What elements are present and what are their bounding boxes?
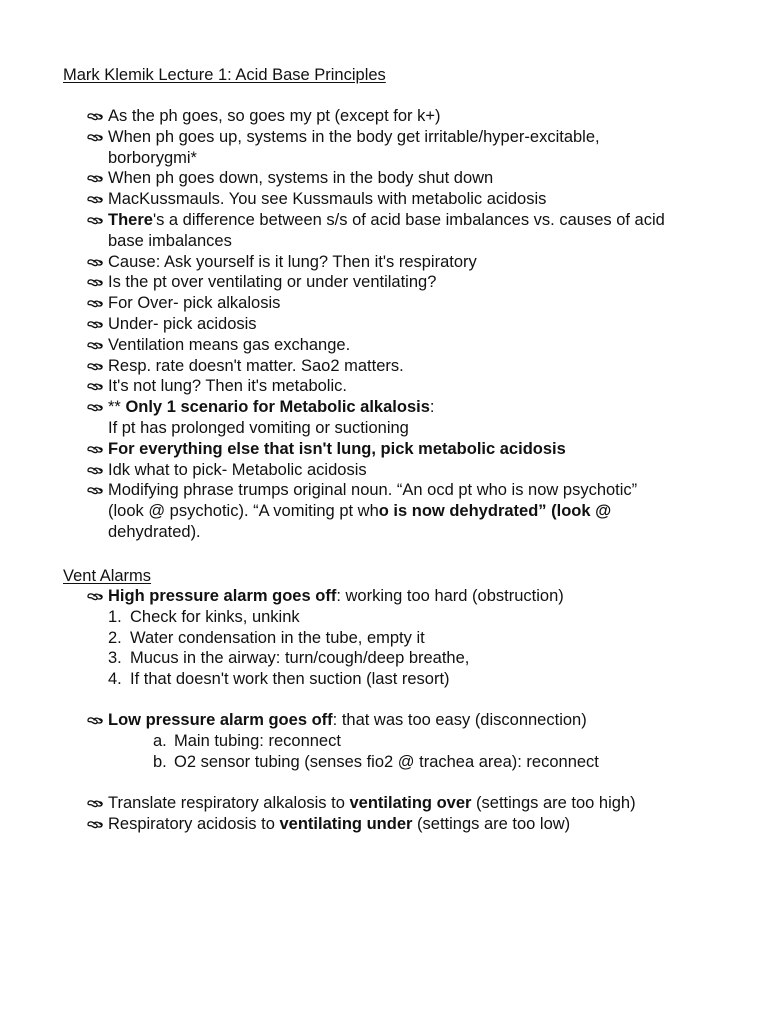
step-list	[86, 731, 728, 773]
step-marker: 4.	[108, 670, 122, 689]
bullet-text	[108, 481, 637, 499]
text-run: Ventilation means gas exchange.	[108, 335, 351, 354]
bullet-item	[86, 439, 728, 460]
bullet-text	[108, 377, 347, 395]
bullet-continuation: If pt has prolonged vomiting or suctioning	[108, 418, 409, 437]
bullet-item	[86, 210, 728, 252]
text-run: Resp. rate doesn't matter. Sao2 matters.	[108, 356, 404, 375]
step-text: Main tubing: reconnect	[174, 731, 341, 750]
step-list	[86, 607, 728, 690]
bullet-text	[108, 273, 436, 291]
link-bullet-icon	[86, 127, 104, 147]
bullet-item	[86, 252, 728, 273]
bullet-text	[108, 315, 257, 333]
link-bullet-icon	[86, 460, 104, 480]
bold-text: ventilating over	[349, 794, 472, 812]
bullet-item	[86, 127, 728, 169]
bullet-text	[108, 461, 367, 479]
text-run: 's a difference between s/s of acid base imbalances vs. causes of acid	[152, 210, 665, 229]
step-item	[153, 731, 728, 752]
step-item	[108, 648, 728, 669]
bullet-text	[108, 815, 570, 833]
link-bullet-icon	[86, 356, 104, 376]
bullet-continuation: dehydrated).	[108, 522, 201, 541]
bold-text: For everything else that isn't lung, pick metabolic acidosis	[108, 439, 566, 458]
text-run: Translate respiratory alkalosis to	[108, 794, 350, 812]
text-run: As the ph goes, so goes my pt (except for k+)	[108, 107, 441, 125]
step-text: If that doesn't work then suction (last resort)	[130, 670, 450, 689]
text-run: : working too hard (obstruction)	[336, 587, 564, 605]
bullet-item	[86, 460, 728, 481]
bullet-text	[108, 253, 477, 271]
bullet-text	[108, 211, 665, 229]
step-text: Water condensation in the tube, empty it	[130, 628, 425, 647]
link-bullet-icon	[86, 814, 104, 834]
step-marker: b.	[153, 752, 167, 771]
link-bullet-icon	[86, 710, 104, 730]
step-item	[153, 752, 728, 773]
text-run: (settings are too low)	[412, 814, 571, 833]
high-pressure-list	[86, 586, 728, 690]
bullet-text	[108, 357, 404, 375]
text-run: (settings are too high)	[471, 794, 636, 812]
bold-text: Only 1 scenario for Metabolic alkalosis	[125, 398, 430, 417]
bullet-text	[108, 587, 564, 605]
bullet-continuation: borborygmi*	[108, 148, 197, 167]
link-bullet-icon	[86, 480, 104, 500]
bold-text: ventilating under	[279, 814, 413, 833]
bullet-item	[86, 168, 728, 189]
link-bullet-icon	[86, 189, 104, 209]
bullet-continuation: base imbalances	[108, 231, 232, 250]
text-run: :	[429, 398, 435, 417]
bullet-text	[108, 107, 440, 125]
link-bullet-icon	[86, 793, 104, 813]
step-marker: 3.	[108, 649, 122, 668]
bullet-text	[108, 794, 636, 812]
bullet-text	[108, 169, 493, 187]
link-bullet-icon	[86, 314, 104, 334]
bullet-item	[86, 293, 728, 314]
link-bullet-icon	[86, 168, 104, 188]
text-run: Cause: Ask yourself is it lung? Then it's respiratory	[108, 252, 477, 271]
bullet-item	[86, 586, 728, 607]
step-item	[108, 669, 728, 690]
step-item	[108, 607, 728, 628]
bold-text: o is now dehydrated” (look @	[378, 502, 612, 521]
step-item	[108, 628, 728, 649]
bullet-continuation	[108, 501, 728, 522]
step-text: Mucus in the airway: turn/cough/deep breathe,	[130, 649, 470, 668]
bullet-item	[86, 189, 728, 210]
text-run: : that was too easy (disconnection)	[332, 711, 587, 729]
bullet-item	[86, 793, 728, 814]
bullet-text	[108, 711, 587, 729]
bold-text: High pressure alarm goes off	[108, 587, 337, 605]
link-bullet-icon	[86, 272, 104, 292]
bullet-item	[86, 356, 728, 377]
link-bullet-icon	[86, 293, 104, 313]
page-title: Mark Klemik Lecture 1: Acid Base Principles	[63, 66, 386, 84]
bullet-text	[108, 190, 546, 208]
bullet-item	[86, 272, 728, 293]
acid-base-list	[86, 106, 728, 543]
text-run: When ph goes down, systems in the body shut down	[108, 169, 494, 188]
bullet-text	[108, 294, 280, 312]
bullet-text	[108, 128, 600, 146]
text-run: Modifying phrase trumps original noun. “An ocd pt who is now psychotic”	[108, 481, 638, 500]
translate-list	[86, 793, 728, 835]
text-run: **	[108, 398, 126, 417]
step-text: O2 sensor tubing (senses fio2 @ trachea area): reconnect	[174, 752, 599, 771]
link-bullet-icon	[86, 439, 104, 459]
link-bullet-icon	[86, 397, 104, 417]
bullet-item	[86, 106, 728, 127]
link-bullet-icon	[86, 586, 104, 606]
link-bullet-icon	[86, 106, 104, 126]
link-bullet-icon	[86, 335, 104, 355]
bullet-item	[86, 710, 728, 731]
text-run: For Over- pick alkalosis	[108, 294, 281, 313]
link-bullet-icon	[86, 210, 104, 230]
bullet-text	[108, 336, 350, 354]
text-run: Idk what to pick- Metabolic acidosis	[108, 460, 367, 479]
text-run: MacKussmauls. You see Kussmauls with metabolic acidosis	[108, 190, 547, 209]
bullet-item	[86, 480, 728, 542]
step-marker: a.	[153, 731, 167, 750]
bold-text: There	[108, 210, 153, 229]
bold-text: Low pressure alarm goes off	[108, 711, 333, 729]
low-pressure-list	[86, 710, 728, 772]
text-run: When ph goes up, systems in the body get irritable/hyper-excitable,	[108, 127, 600, 146]
link-bullet-icon	[86, 252, 104, 272]
step-marker: 1.	[108, 607, 122, 626]
vent-alarms-heading: Vent Alarms	[63, 567, 152, 585]
bullet-item	[86, 814, 728, 835]
step-marker: 2.	[108, 628, 122, 647]
bullet-text	[108, 440, 566, 458]
text-run: It's not lung? Then it's metabolic.	[108, 377, 347, 396]
step-text: Check for kinks, unkink	[130, 607, 300, 626]
text-run: Is the pt over ventilating or under ventilating?	[108, 273, 437, 292]
bullet-item	[86, 314, 728, 335]
link-bullet-icon	[86, 376, 104, 396]
text-run: (look @ psychotic). “A vomiting pt wh	[108, 502, 379, 521]
text-run: Under- pick acidosis	[108, 314, 257, 333]
bullet-item	[86, 335, 728, 356]
bullet-item	[86, 376, 728, 397]
bullet-item	[86, 397, 728, 439]
bullet-text	[108, 398, 434, 416]
text-run: Respiratory acidosis to	[108, 814, 280, 833]
